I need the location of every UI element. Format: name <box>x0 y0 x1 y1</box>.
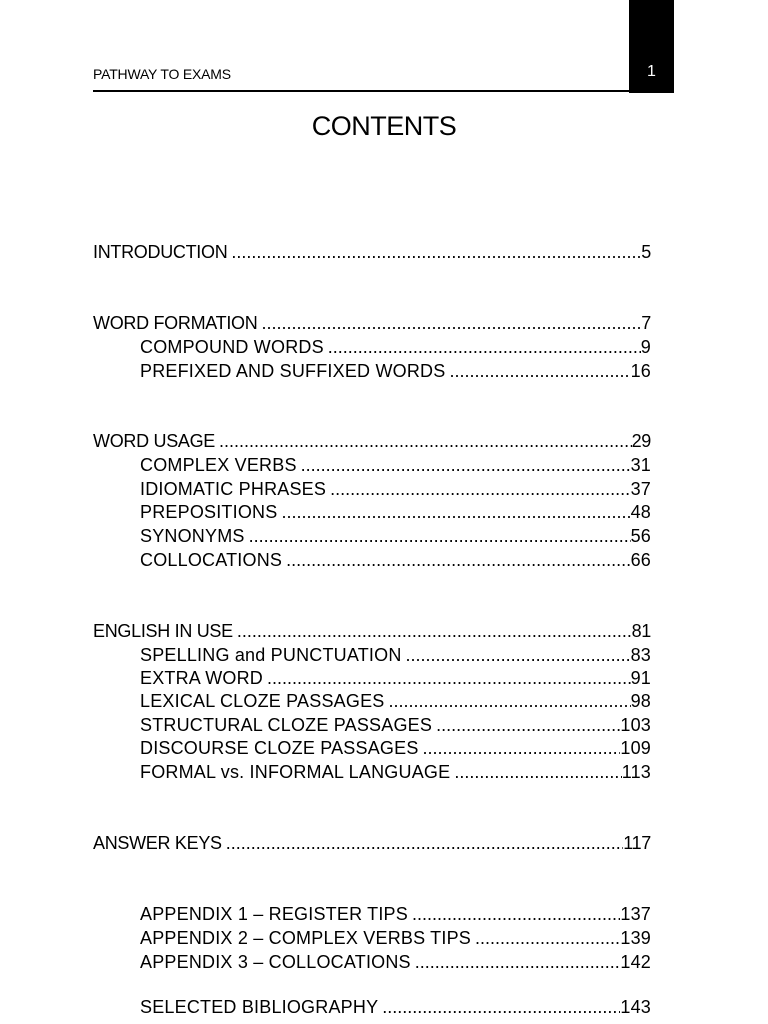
toc-dot-leader <box>436 715 620 736</box>
toc-entry-selected-bibliography[interactable] <box>140 997 651 1021</box>
toc-dot-leader <box>231 242 641 263</box>
toc-dot-leader <box>286 550 630 571</box>
toc-entry-answer-keys[interactable] <box>93 833 651 857</box>
toc-entry-extra-word[interactable] <box>140 668 651 692</box>
toc-entry-label: IDIOMATIC PHRASES <box>140 479 327 499</box>
toc-dot-leader <box>412 904 620 925</box>
toc-entry-page: 31 <box>630 455 651 475</box>
toc-entry-page: 103 <box>620 715 651 735</box>
toc-entry-english-in-use[interactable] <box>93 621 651 645</box>
toc-entry-appendix-1[interactable] <box>140 904 651 928</box>
toc-entry-idiomatic-phrases[interactable] <box>140 479 651 503</box>
running-title: PATHWAY TO EXAMS <box>93 66 231 82</box>
toc-entry-page: 139 <box>620 928 651 948</box>
toc-entry-label: STRUCTURAL CLOZE PASSAGES <box>140 715 433 735</box>
toc-entry-label: PREPOSITIONS <box>140 502 278 522</box>
toc-entry-page: 5 <box>641 242 651 262</box>
toc-entry-label: COLLOCATIONS <box>140 550 283 570</box>
toc-entry-label: COMPOUND WORDS <box>140 337 324 357</box>
toc-dot-leader <box>249 526 631 547</box>
toc-entry-label: SELECTED BIBLIOGRAPHY <box>140 997 379 1017</box>
toc-entry-page: 81 <box>631 621 651 641</box>
toc-entry-label: DISCOURSE CLOZE PASSAGES <box>140 738 419 758</box>
toc-dot-leader <box>330 479 630 500</box>
toc-dot-leader <box>389 691 631 712</box>
toc-entry-appendix-3[interactable] <box>140 952 651 976</box>
toc-dot-leader <box>382 997 620 1018</box>
toc-entry-label: EXTRA WORD <box>140 668 264 688</box>
toc-entry-lexical-cloze-passages[interactable] <box>140 691 651 715</box>
toc-dot-leader <box>449 361 630 382</box>
toc-entry-complex-verbs[interactable] <box>140 455 651 479</box>
toc-entry-label: INTRODUCTION <box>93 242 228 262</box>
toc-entry-label: ANSWER KEYS <box>93 833 222 853</box>
toc-dot-leader <box>226 833 623 854</box>
toc-dot-leader <box>406 645 631 666</box>
toc-entry-page: 98 <box>630 691 651 711</box>
toc-dot-leader <box>237 621 632 642</box>
toc-entry-prefixed-and-suffixed-words[interactable] <box>140 361 651 385</box>
toc-entry-label: COMPLEX VERBS <box>140 455 297 475</box>
toc-entry-discourse-cloze-passages[interactable] <box>140 738 651 762</box>
toc-dot-leader <box>267 668 631 689</box>
toc-entry-collocations[interactable] <box>140 550 651 574</box>
toc-entry-prepositions[interactable] <box>140 502 651 526</box>
toc-dot-leader <box>301 455 631 476</box>
toc-entry-appendix-2[interactable] <box>140 928 651 952</box>
toc-entry-word-usage[interactable] <box>93 431 651 455</box>
toc-entry-page: 37 <box>630 479 651 499</box>
toc-entry-label: SPELLING and PUNCTUATION <box>140 645 402 665</box>
toc-entry-label: WORD USAGE <box>93 431 216 451</box>
toc-entry-spelling-and-punctuation[interactable] <box>140 645 651 669</box>
toc-entry-structural-cloze-passages[interactable] <box>140 715 651 739</box>
page-title: CONTENTS <box>311 111 457 141</box>
toc-entry-introduction[interactable] <box>93 242 651 266</box>
toc-entry-page: 143 <box>620 997 651 1017</box>
toc-dot-leader <box>415 952 621 973</box>
toc-entry-label: PREFIXED AND SUFFIXED WORDS <box>140 361 446 381</box>
toc-entry-page: 91 <box>630 668 651 688</box>
toc-entry-formal-vs-informal-language[interactable] <box>140 762 651 786</box>
toc-entry-page: 48 <box>630 502 651 522</box>
toc-dot-leader <box>219 431 632 452</box>
toc-entry-page: 16 <box>630 361 651 381</box>
toc-entry-page: 113 <box>621 762 651 782</box>
toc-entry-label: LEXICAL CLOZE PASSAGES <box>140 691 385 711</box>
toc-entry-label: WORD FORMATION <box>93 313 258 333</box>
toc-entry-page: 83 <box>630 645 651 665</box>
toc-entry-page: 66 <box>630 550 651 570</box>
toc-entry-page: 137 <box>620 904 651 924</box>
toc-entry-synonyms[interactable] <box>140 526 651 550</box>
toc-entry-page: 29 <box>631 431 651 451</box>
toc-dot-leader <box>281 502 630 523</box>
toc-entry-page: 109 <box>620 738 651 758</box>
toc-entry-page: 117 <box>623 833 651 853</box>
toc-entry-compound-words[interactable] <box>140 337 651 361</box>
toc-dot-leader <box>328 337 641 358</box>
toc-entry-label: SYNONYMS <box>140 526 245 546</box>
toc-entry-label: FORMAL vs. INFORMAL LANGUAGE <box>140 762 451 782</box>
toc-entry-page: 142 <box>620 952 651 972</box>
toc-entry-page: 7 <box>641 313 651 333</box>
toc-entry-word-formation[interactable] <box>93 313 651 337</box>
toc-dot-leader <box>423 738 621 759</box>
toc-entry-label: ENGLISH IN USE <box>93 621 233 641</box>
toc-dot-leader <box>475 928 620 949</box>
toc-dot-leader <box>261 313 641 334</box>
toc-entry-label: APPENDIX 2 – COMPLEX VERBS TIPS <box>140 928 471 948</box>
toc-dot-leader <box>454 762 621 783</box>
toc-entry-page: 56 <box>630 526 651 546</box>
toc-entry-page: 9 <box>640 337 651 357</box>
toc-entry-label: APPENDIX 3 – COLLOCATIONS <box>140 952 411 972</box>
toc-entry-label: APPENDIX 1 – REGISTER TIPS <box>140 904 408 924</box>
page-number: 1 <box>647 63 656 80</box>
